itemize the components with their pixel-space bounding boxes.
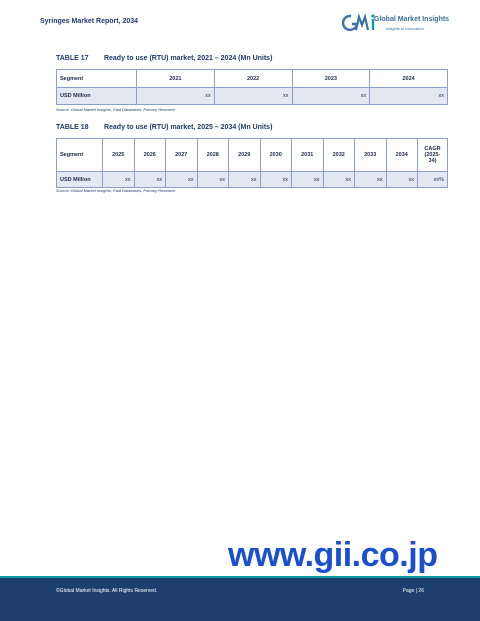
table18-source: Source: Global Market Insights, Paid Databases, Primary Research [56, 188, 176, 193]
table18-header-cell: 2031 [292, 139, 324, 172]
footer-copyright: ©Global Market Insights. All Rights Reserved. [56, 588, 158, 594]
table17-value-cell: xx [137, 88, 215, 105]
table17-value-cell: xx [214, 88, 292, 105]
table17-header-cell: 2022 [214, 70, 292, 88]
table17-header-cell: 2024 [370, 70, 448, 88]
gmi-logo-icon [342, 12, 376, 34]
table18-header-cell: 2026 [134, 139, 166, 172]
table17-source: Source: Global Market Insights, Paid Databases, Primary Research [56, 107, 176, 112]
table17-title: Ready to use (RTU) market, 2021 – 2024 (Mn Units) [103, 55, 273, 62]
table18-value-cell: xx [386, 172, 418, 188]
table18-value-cell: xx% [418, 172, 448, 188]
table18-value-cell: xx [229, 172, 261, 188]
table18-header-cell: 2034 [386, 139, 418, 172]
table17 [56, 69, 448, 105]
table17-value-cell: xx [292, 88, 370, 105]
logo-tagline: Insights to Innovation [386, 26, 424, 31]
table18-number: TABLE 18 [56, 124, 89, 131]
table17-number: TABLE 17 [56, 55, 89, 62]
table18-value-cell: xx [323, 172, 355, 188]
report-title: Syringes Market Report, 2034 [40, 18, 139, 25]
page-number: Page | 26 [402, 588, 424, 594]
table17-header-cell: 2021 [137, 70, 215, 88]
logo-name: Global Market Insights [374, 16, 450, 23]
table18-header-cell: 2025 [103, 139, 135, 172]
table18 [56, 138, 448, 188]
table18-header-cell: 2033 [355, 139, 387, 172]
footer-bar [0, 576, 480, 621]
table18-header-row [57, 139, 448, 172]
table18-caption [56, 124, 272, 131]
table17-header-row [57, 70, 448, 88]
table18-header-cell: 2032 [323, 139, 355, 172]
table18-value-cell: xx [103, 172, 135, 188]
table18-title: Ready to use (RTU) market, 2025 – 2034 (Mn Units) [103, 124, 273, 131]
table17-value-cell: xx [370, 88, 448, 105]
table-row [57, 172, 448, 188]
watermark: www.gii.co.jp [228, 536, 438, 574]
footer-accent-stripe [0, 576, 480, 578]
table18-header-cell: 2028 [197, 139, 229, 172]
table18-value-cell: xx [197, 172, 229, 188]
table18-row-label: USD Million [57, 172, 103, 188]
table18-value-cell: xx [166, 172, 198, 188]
table18-header-cell: 2029 [229, 139, 261, 172]
table18-header-cell: 2027 [166, 139, 198, 172]
table-row [57, 88, 448, 105]
company-logo [342, 12, 452, 38]
table17-row-label: USD Million [57, 88, 137, 105]
table18-header-cell: CAGR (2025-34) [418, 139, 448, 172]
table18-header-cell: 2030 [260, 139, 292, 172]
table18-value-cell: xx [260, 172, 292, 188]
table17-header-cell: 2023 [292, 70, 370, 88]
table17-header-cell: Segment [57, 70, 137, 88]
table17-caption [56, 55, 272, 62]
table18-value-cell: xx [355, 172, 387, 188]
table18-value-cell: xx [134, 172, 166, 188]
table18-value-cell: xx [292, 172, 324, 188]
table18-header-cell: Segment [57, 139, 103, 172]
